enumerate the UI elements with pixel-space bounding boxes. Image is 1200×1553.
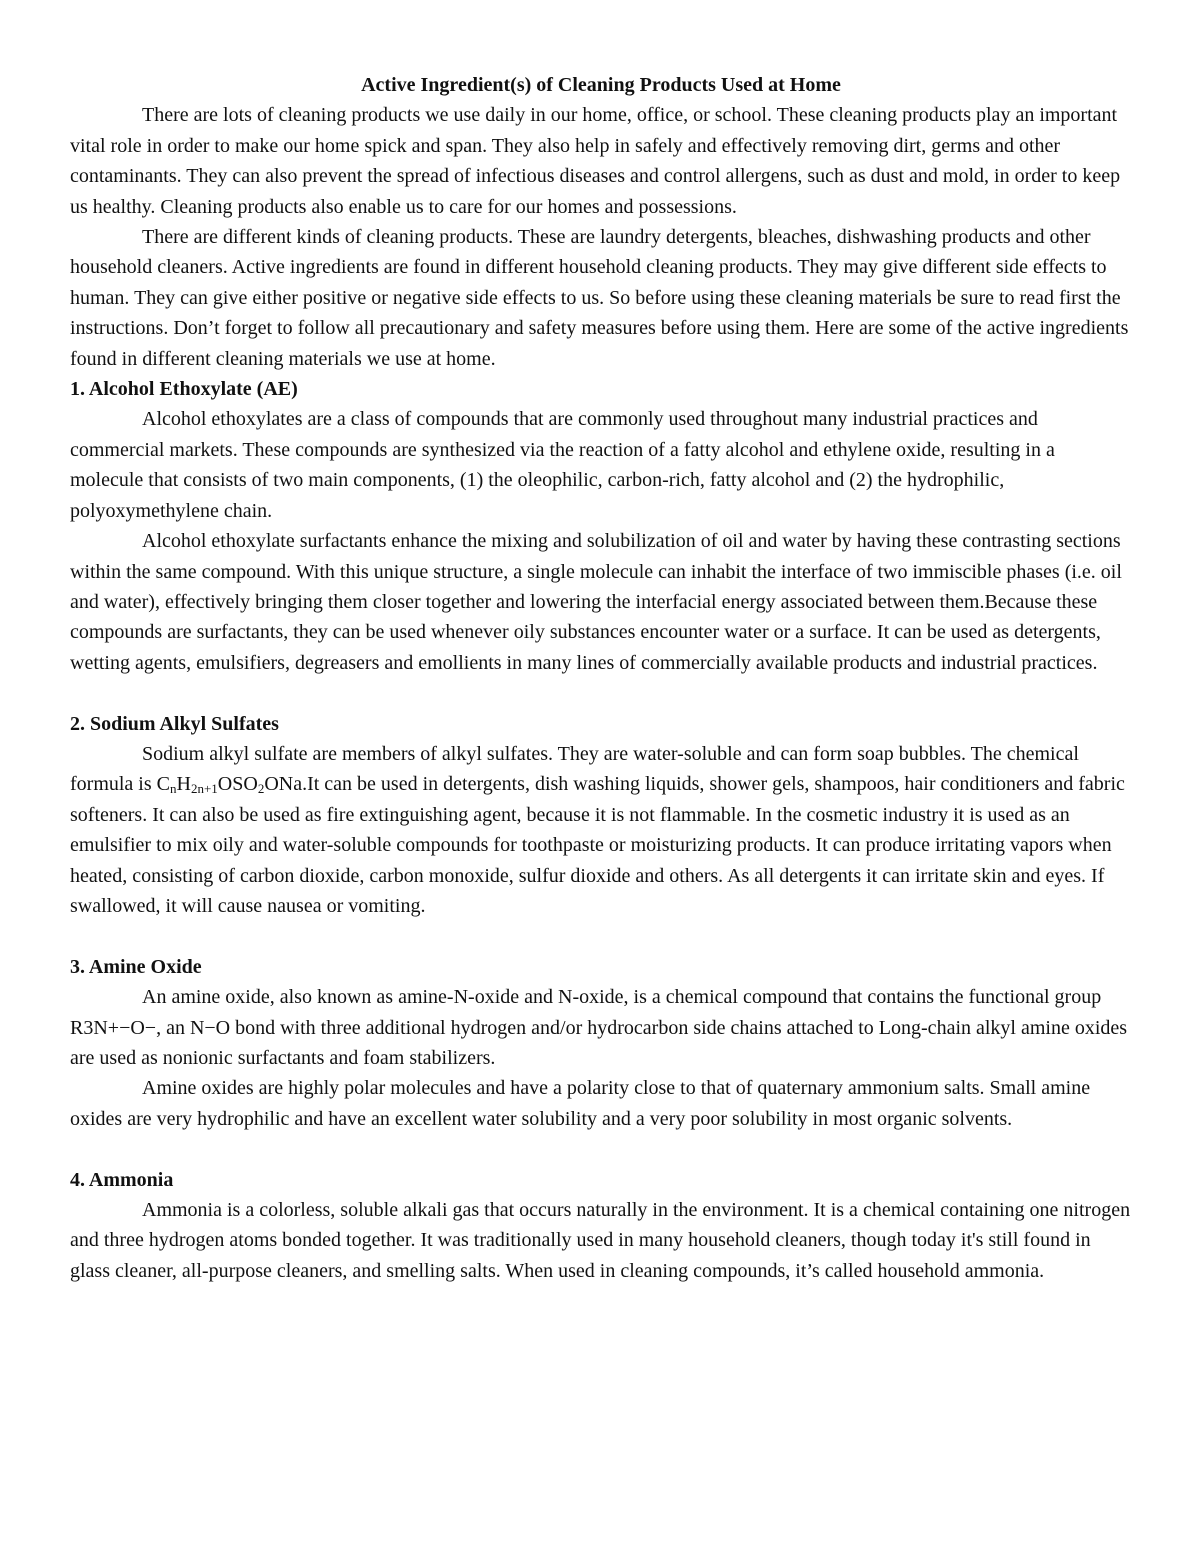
spacer (70, 1134, 1132, 1164)
formula-subscript: 2 (257, 781, 265, 797)
document-page (70, 70, 1132, 1286)
section-heading: 4. Ammonia (70, 1168, 174, 1191)
intro-paragraph: There are lots of cleaning products we use daily in our home, office, or school. These cleaning products play an important vital role in order to make our home spick and span. They also help in safely and effectively removing dirt, germs and other contaminants. They can also prevent the spread of infectious diseases and control allergens, such as dust and mold, in order to keep us healthy. Cleaning products also enable us to care for our homes and possessions. (70, 104, 1121, 218)
section-paragraph: Ammonia is a colorless, soluble alkali gas that occurs naturally in the environment. It is a chemical containing one nitrogen and three hydrogen atoms bonded together. It was traditionally used in many household cleaners, though today it's still found in glass cleaner, all-purpose cleaners, and smelling salts. When used in cleaning compounds, it’s called household ammonia. (70, 1198, 1131, 1282)
chemical-formula (157, 773, 302, 795)
intro-paragraph: There are different kinds of cleaning products. These are laundry detergents, bleaches, dishwashing products and other household cleaners. Active ingredients are found in different household cleaning products. They may give different side effects to human. They can give either positive or negative side effects to us. So before using these cleaning materials be sure to read first the instructions. Don’t forget to follow all precautionary and safety measures before using them. Here are some of the active ingredients found in different cleaning materials we use at home. (70, 226, 1129, 370)
section-paragraph (70, 739, 1132, 921)
formula-part: H (176, 773, 191, 796)
section-heading: 3. Amine Oxide (70, 955, 202, 978)
section-paragraph: Alcohol ethoxylate surfactants enhance the mixing and solubilization of oil and water by having these contrasting sections within the same compound. With this unique structure, a single molecule can inhabit the interface of two immiscible phases (i.e. oil and water), effectively bringing them closer together and lowering the interfacial energy associated between them.Because these compounds are surfactants, they can be used whenever oily substances encounter water or a surface. It can be used as detergents, wetting agents, emulsifiers, degreasers and emollients in many lines of commercially available products and industrial practices. (70, 530, 1122, 674)
spacer (70, 921, 1132, 951)
formula-part: C (156, 773, 170, 796)
section-paragraph: An amine oxide, also known as amine-N-oxide and N-oxide, is a chemical compound that contains the functional group R3N+−O−, an N−O bond with three additional hydrogen and/or hydrocarbon side chains attached to Long-chain alkyl amine oxides are used as nonionic surfactants and foam stabilizers. (70, 986, 1128, 1069)
formula-part: OSO (217, 773, 258, 796)
formula-subscript: n (170, 781, 177, 797)
section-paragraph: Alcohol ethoxylates are a class of compounds that are commonly used throughout many industrial practices and commercial markets. These compounds are synthesized via the reaction of a fatty alcohol and ethylene oxide, resulting in a molecule that consists of two main components, (1) the oleophilic, carbon-rich, fatty alcohol and (2) the hydrophilic, polyoxymethylene chain. (70, 408, 1055, 522)
section-paragraph: Amine oxides are highly polar molecules and have a polarity close to that of quaternary ammonium salts. Small amine oxides are very hydrophilic and have an excellent water solubility and a very poor solubility in most organic solvents. (70, 1077, 1091, 1130)
paragraph-text: Sodium alkyl sulfate are members of alkyl sulfates. They are water-soluble and can form soap bubbles. The chemical formula is (70, 742, 1079, 796)
paragraph-text: .It can be used in detergents, dish washing liquids, shower gels, shampoos, hair conditioners and fabric softeners. It can also be used as fire extinguishing agent, because it is not flammable. In the cosmetic industry it is used as an emulsifier to mix oily and water-soluble compounds for toothpaste or moisturizing products. It can produce irritating vapors when heated, consisting of carbon dioxide, carbon monoxide, sulfur dioxide and others. As all detergents it can irritate skin and eyes. If swallowed, it will cause nausea or vomiting. (70, 773, 1125, 917)
section-heading: 1. Alcohol Ethoxylate (AE) (70, 378, 298, 401)
formula-part: ONa (264, 773, 303, 796)
document-title: Active Ingredient(s) of Cleaning Products Used at Home (361, 74, 841, 96)
formula-subscript: 2n+1 (190, 781, 218, 797)
section-heading: 2. Sodium Alkyl Sulfates (70, 712, 279, 735)
spacer (70, 678, 1132, 708)
